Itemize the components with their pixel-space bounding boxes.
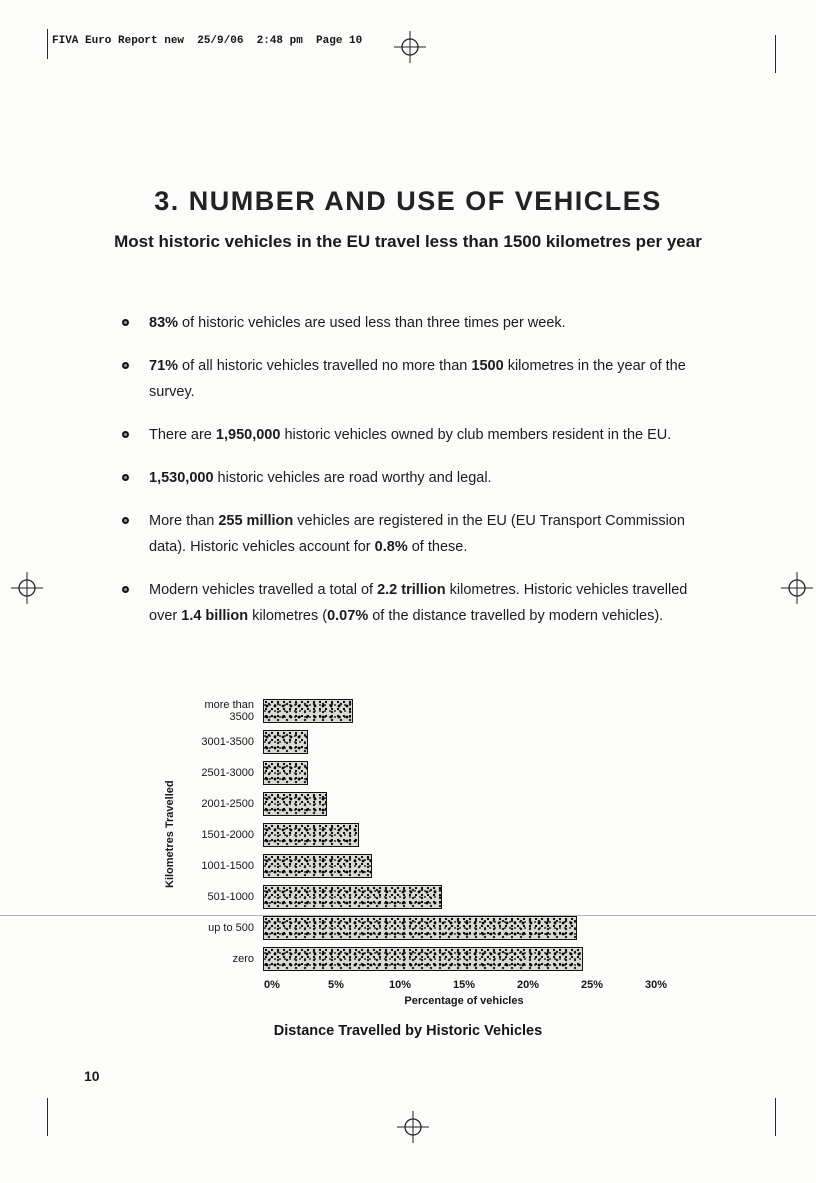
x-tick-label: 5% — [328, 979, 344, 991]
registration-mark-icon — [9, 570, 45, 606]
x-axis-label: Percentage of vehicles — [404, 995, 524, 1007]
chart-row — [178, 819, 656, 850]
bar — [263, 947, 583, 971]
category-tick-label: 1001-1500 — [201, 859, 254, 872]
bullet-item — [120, 310, 700, 336]
category-tick-label: 1501-2000 — [201, 828, 254, 841]
section-subtitle: Most historic vehicles in the EU travel less than 1500 kilometres per year — [114, 232, 702, 251]
category-tick-label: 2501-3000 — [201, 766, 254, 779]
bullet-icon — [122, 319, 129, 326]
bullet-icon — [122, 517, 129, 524]
crop-mark-top-right — [775, 35, 776, 73]
chart-row — [178, 850, 656, 881]
category-tick-label: 3001-3500 — [201, 735, 254, 748]
bullet-item — [120, 577, 700, 629]
bar — [263, 761, 308, 785]
chart-row — [178, 881, 656, 912]
bar-track — [263, 792, 647, 816]
page-number: 10 — [84, 1068, 100, 1084]
x-axis — [264, 979, 668, 993]
bar — [263, 792, 327, 816]
bullet-text: There are 1,950,000 historic vehicles owned by club members resident in the EU. — [149, 427, 672, 443]
chart-row — [178, 788, 656, 819]
x-tick-label: 30% — [644, 979, 668, 991]
chart-row — [178, 943, 656, 974]
bullet-icon — [122, 474, 129, 481]
chart-title: Distance Travelled by Historic Vehicles — [273, 1023, 543, 1039]
bar — [263, 854, 372, 878]
chart-row — [178, 695, 656, 726]
x-tick-label: 25% — [580, 979, 604, 991]
category-tick-label: more than 3500 — [204, 698, 254, 723]
bar-track — [263, 761, 647, 785]
bar-track — [263, 854, 647, 878]
bullet-item — [120, 353, 700, 405]
bar-track — [263, 885, 647, 909]
print-job-header: FIVA Euro Report new 25/9/06 2:48 pm Page 10 — [52, 35, 363, 47]
x-tick-label: 10% — [388, 979, 412, 991]
bullet-item — [120, 422, 700, 448]
chart-row — [178, 757, 656, 788]
bullet-list — [120, 310, 700, 646]
bullet-text: 83% of historic vehicles are used less than three times per week. — [149, 315, 566, 331]
bar-chart — [162, 695, 668, 1007]
x-tick-label: 15% — [452, 979, 476, 991]
bar — [263, 916, 577, 940]
chart-row — [178, 726, 656, 757]
category-tick-label: 2001-2500 — [201, 797, 254, 810]
bullet-icon — [122, 431, 129, 438]
chart-row — [178, 912, 656, 943]
category-tick-label: 501-1000 — [207, 890, 254, 903]
bar-track — [263, 916, 647, 940]
bullet-text: 71% of all historic vehicles travelled no more than 1500 kilometres in the year of the survey. — [149, 358, 686, 400]
chart-plot-area — [178, 695, 668, 1007]
registration-mark-icon — [392, 29, 428, 65]
y-axis-label: Kilometres Travelled — [164, 780, 176, 889]
bar — [263, 885, 442, 909]
crop-mark-bottom-left — [47, 1098, 48, 1136]
registration-mark-icon — [779, 570, 815, 606]
bar-track — [263, 947, 647, 971]
bullet-icon — [122, 362, 129, 369]
bullet-text: Modern vehicles travelled a total of 2.2 trillion kilometres. Historic vehicles travelled over 1.4 billion kilometres (0.07% of the distance travelled by modern vehicles). — [149, 582, 688, 624]
category-tick-label: zero — [232, 952, 254, 965]
bullet-item — [120, 465, 700, 491]
bar — [263, 823, 359, 847]
category-tick-label: up to 500 — [208, 921, 254, 934]
section-title: 3. NUMBER AND USE OF VEHICLES — [154, 186, 662, 216]
bar-track — [263, 699, 647, 723]
bullet-text: More than 255 million vehicles are registered in the EU (EU Transport Commission data). Historic vehicles account for 0.8% of these. — [149, 513, 685, 555]
bar-track — [263, 823, 647, 847]
crop-mark-bottom-right — [775, 1098, 776, 1136]
bar-track — [263, 730, 647, 754]
bar — [263, 730, 308, 754]
x-tick-label: 20% — [516, 979, 540, 991]
bullet-text: 1,530,000 historic vehicles are road worthy and legal. — [149, 470, 492, 486]
x-tick-label: 0% — [264, 979, 280, 991]
bar — [263, 699, 353, 723]
registration-mark-icon — [395, 1109, 431, 1145]
crop-mark-top-left — [47, 29, 48, 59]
bullet-icon — [122, 586, 129, 593]
chart-rows — [178, 695, 656, 974]
bullet-item — [120, 508, 700, 560]
